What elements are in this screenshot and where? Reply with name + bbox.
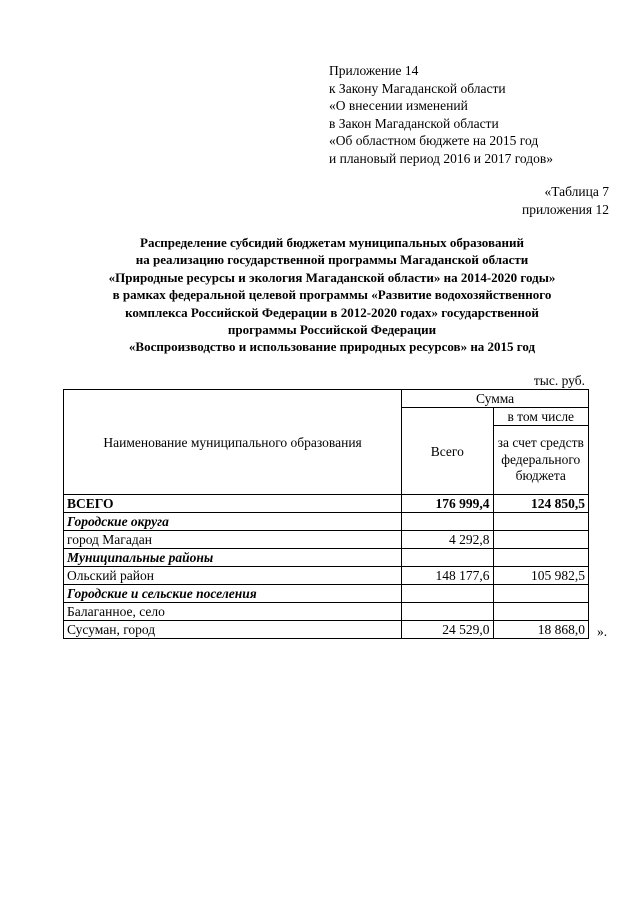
row-total <box>402 603 493 621</box>
header-including: в том числе <box>493 408 588 426</box>
row-total: 176 999,4 <box>402 495 493 513</box>
row-federal <box>493 603 588 621</box>
appendix-line: к Закону Магаданской области <box>329 80 506 96</box>
units-label: тыс. руб. <box>533 373 585 388</box>
row-total: 4 292,8 <box>402 531 493 549</box>
header-total: Всего <box>402 408 493 495</box>
title-line: «Воспроизводство и использование природных ресурсов» на 2015 год <box>128 339 536 355</box>
table-row <box>64 495 589 513</box>
row-total: 148 177,6 <box>402 567 493 585</box>
table-row <box>64 513 589 531</box>
title-line: комплекса Российской Федерации в 2012-2020 годах» государственной <box>125 304 539 320</box>
row-name: Балаганное, село <box>64 603 402 621</box>
appendix-line: в Закон Магаданской области <box>329 115 499 131</box>
row-federal <box>493 531 588 549</box>
table-header-row <box>64 390 589 408</box>
row-name: город Магадан <box>64 531 402 549</box>
title-line: «Природные ресурсы и экология Магаданской области» на 2014-2020 годы» <box>108 269 556 285</box>
title-line: Распределение субсидий бюджетам муниципальных образований <box>140 235 524 250</box>
title-line: в рамках федеральной целевой программы «Развитие водохозяйственного <box>112 287 552 303</box>
header-federal: за счет средств федерального бюджета <box>493 426 588 495</box>
appendix-note <box>329 62 553 168</box>
row-federal <box>493 585 588 603</box>
row-name: Ольский район <box>64 567 402 585</box>
table-row <box>64 603 589 621</box>
header-name: Наименование муниципального образования <box>64 390 402 495</box>
row-name: ВСЕГО <box>64 495 402 513</box>
appendix-line: «Об областном бюджете на 2015 год <box>329 133 539 149</box>
header-sum: Сумма <box>402 390 589 408</box>
row-total <box>402 513 493 531</box>
table-reference <box>522 183 609 218</box>
closing-quote: ». <box>597 624 608 639</box>
row-federal: 18 868,0 <box>493 621 588 639</box>
document-title <box>52 234 612 356</box>
row-federal <box>493 513 588 531</box>
table-row <box>64 531 589 549</box>
table-ref-line: «Таблица 7 <box>544 184 609 199</box>
table-ref-line: приложения 12 <box>521 201 609 217</box>
appendix-line: «О внесении изменений <box>329 98 468 114</box>
row-name: Городские округа <box>64 513 402 531</box>
row-federal: 124 850,5 <box>493 495 588 513</box>
row-total <box>402 585 493 603</box>
row-total: 24 529,0 <box>402 621 493 639</box>
title-line: программы Российской Федерации <box>227 322 437 338</box>
appendix-line: и плановый период 2016 и 2017 годов» <box>329 150 554 166</box>
subsidy-table <box>63 389 589 639</box>
title-line: на реализацию государственной программы Магаданской области <box>135 252 529 268</box>
appendix-line: Приложение 14 <box>329 63 419 78</box>
table-row <box>64 585 589 603</box>
row-name: Муниципальные районы <box>64 549 402 567</box>
row-name: Городские и сельские поселения <box>64 585 402 603</box>
table-row <box>64 567 589 585</box>
row-federal <box>493 549 588 567</box>
row-federal: 105 982,5 <box>493 567 588 585</box>
row-name: Сусуман, город <box>64 621 402 639</box>
row-total <box>402 549 493 567</box>
table-row <box>64 621 589 639</box>
table-row <box>64 549 589 567</box>
